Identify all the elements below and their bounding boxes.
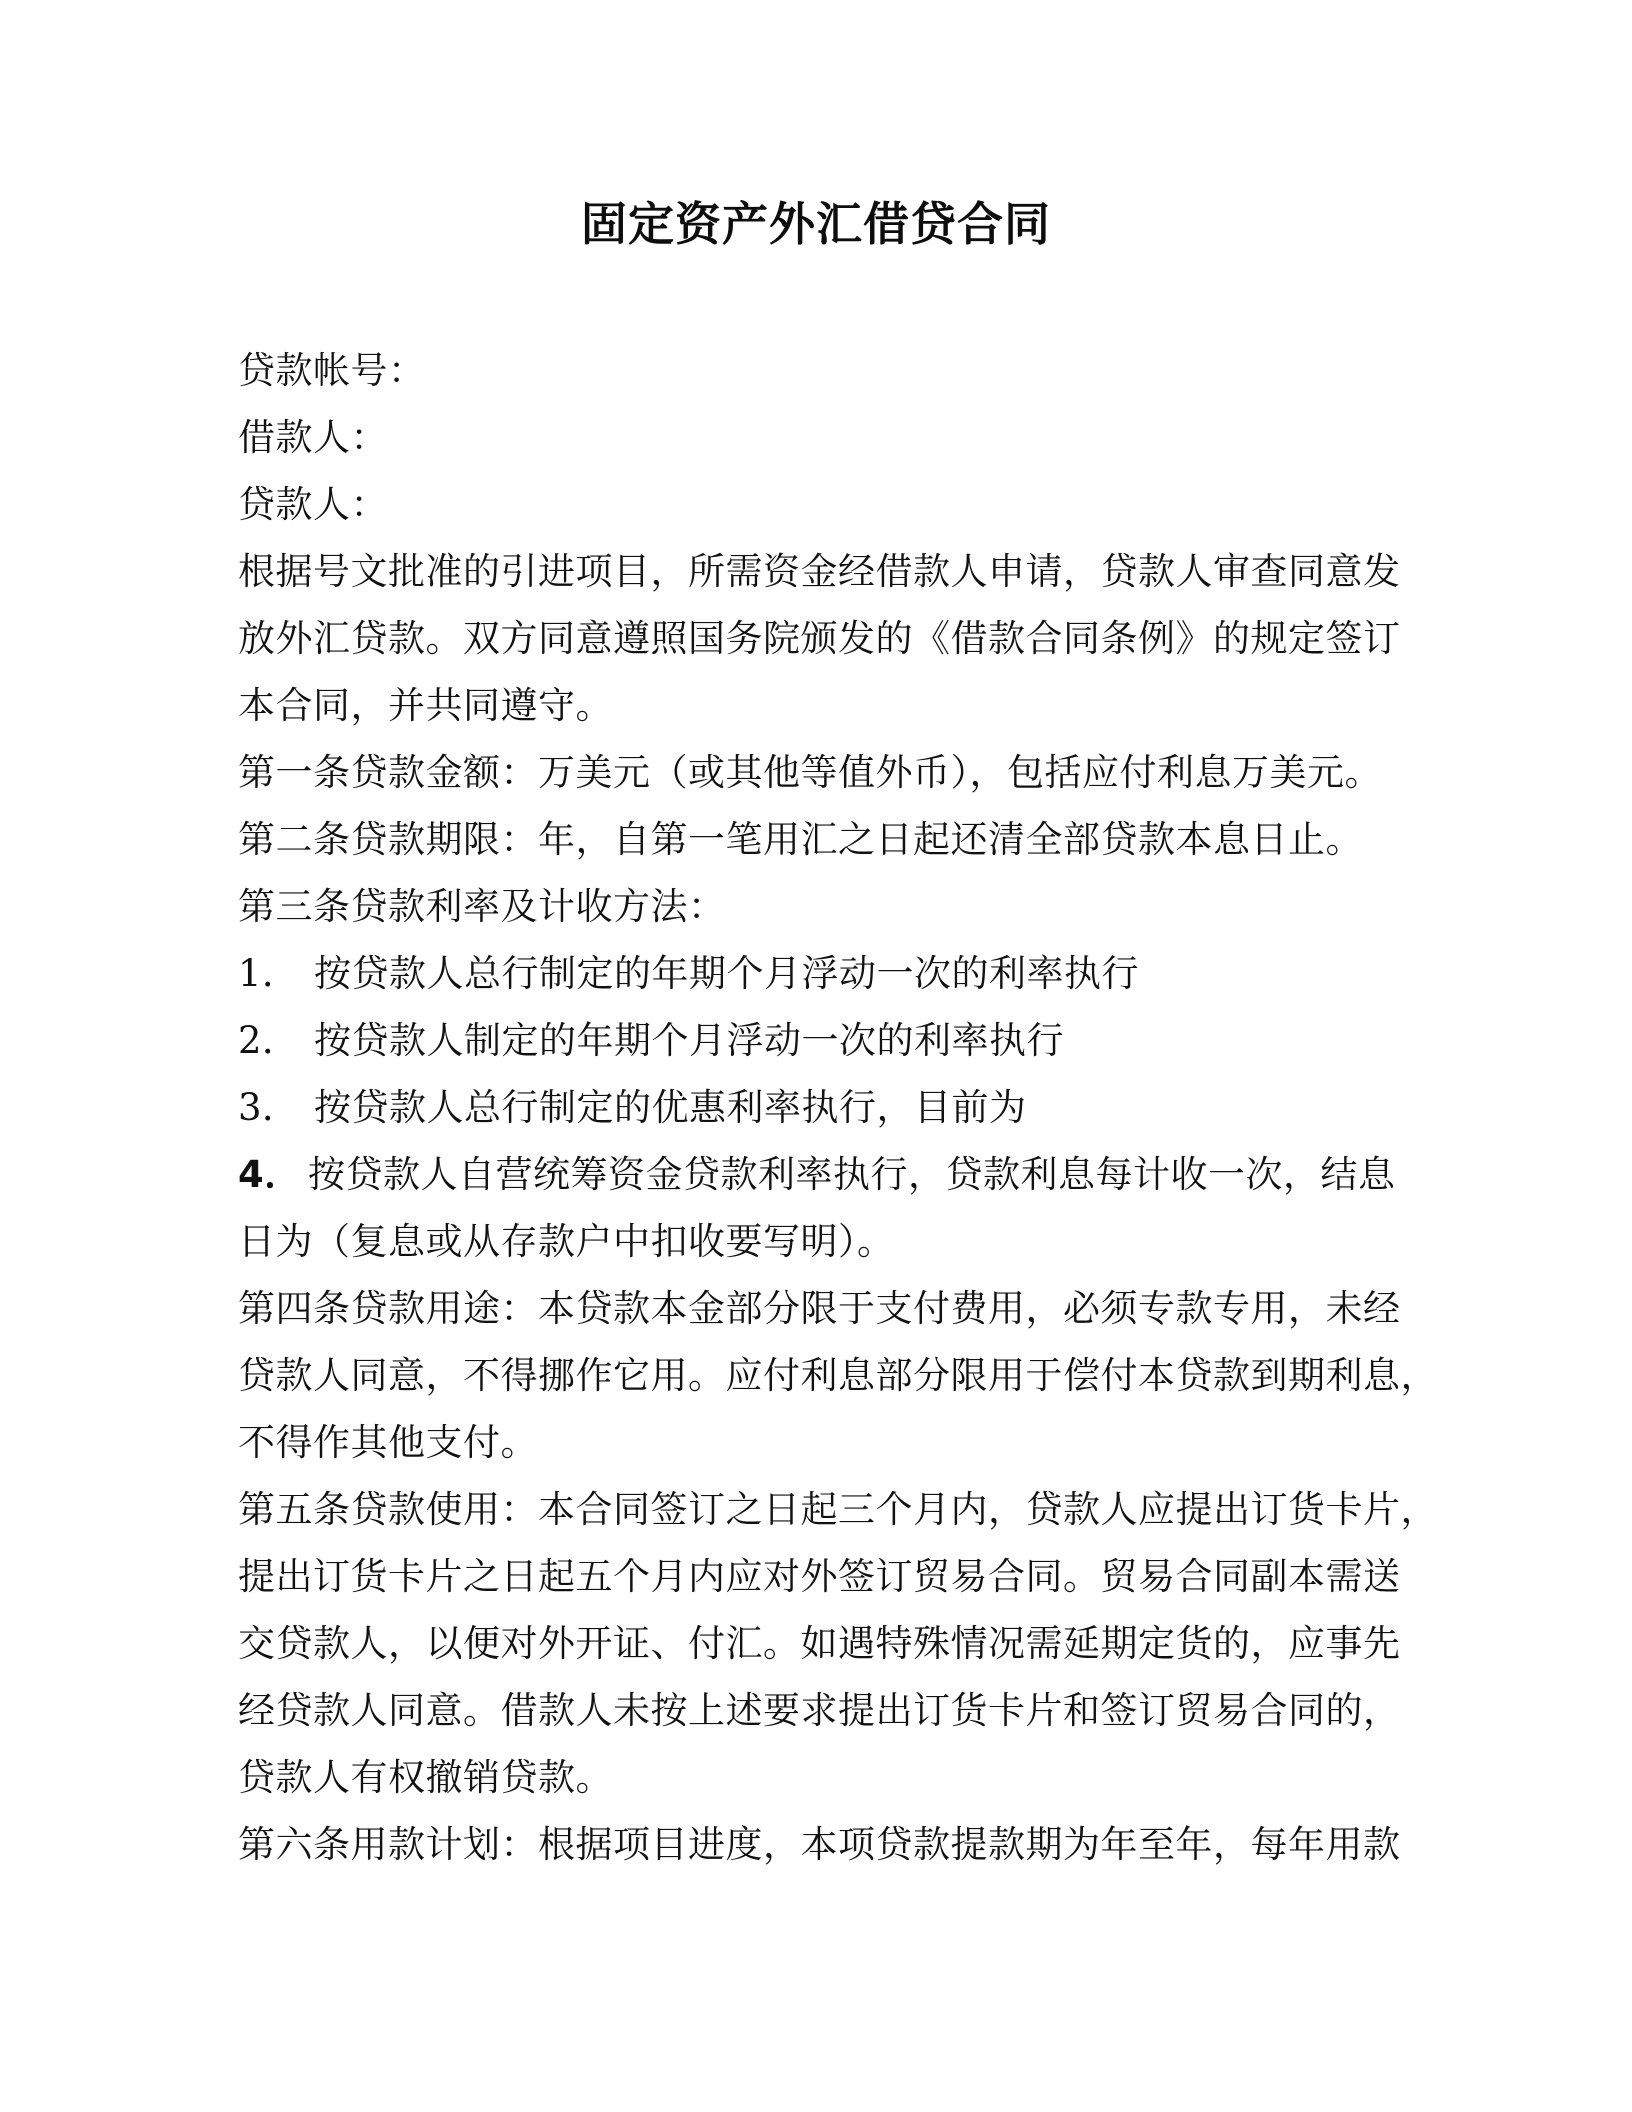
article-1-line: 第一条贷款金额：万美元（或其他等值外币），包括应付利息万美元。 bbox=[238, 751, 1382, 794]
article-5-line-4: 经贷款人同意。借款人未按上述要求提出订货卡片和签订贸易合同的， bbox=[238, 1689, 1401, 1732]
rate-item-number: 3． bbox=[238, 1086, 300, 1129]
rate-item-4-continued: 日为（复息或从存款户中扣收要写明）。 bbox=[238, 1220, 895, 1263]
rate-item-4 bbox=[238, 1141, 1396, 1208]
rate-item-number: 1． bbox=[238, 952, 300, 995]
loan-account-line: 贷款帐号： bbox=[238, 349, 426, 392]
rate-item-text: 按贷款人总行制定的年期个月浮动一次的利率执行 bbox=[314, 952, 1139, 995]
preamble-line-2: 放外汇贷款。双方同意遵照国务院颁发的《借款合同条例》的规定签订 bbox=[238, 617, 1401, 660]
rate-item-number: 2． bbox=[238, 1019, 300, 1062]
article-4-line-3: 不得作其他支付。 bbox=[238, 1421, 538, 1464]
rate-item-3 bbox=[238, 1074, 1388, 1141]
rate-item-text: 按贷款人总行制定的优惠利率执行，目前为 bbox=[314, 1086, 1027, 1129]
lender-line: 贷款人： bbox=[238, 483, 388, 526]
borrower-line: 借款人： bbox=[238, 416, 388, 459]
document-body bbox=[238, 337, 1438, 1878]
article-5-line-2: 提出订货卡片之日起五个月内应对外签订贸易合同。贸易合同副本需送 bbox=[238, 1555, 1401, 1598]
preamble-line-1: 根据号文批准的引进项目，所需资金经借款人申请，贷款人审查同意发 bbox=[238, 550, 1401, 593]
article-6-line-1: 第六条用款计划：根据项目进度，本项贷款提款期为年至年，每年用款 bbox=[238, 1823, 1401, 1866]
article-5-line-3: 交贷款人，以便对外开证、付汇。如遇特殊情况需延期定货的，应事先 bbox=[238, 1622, 1401, 1665]
rate-item-text: 按贷款人自营统筹资金贷款利率执行，贷款利息每计收一次，结息 bbox=[308, 1153, 1396, 1196]
document-title: 固定资产外汇借贷合同 bbox=[581, 197, 1051, 251]
article-5-line-5: 贷款人有权撤销贷款。 bbox=[238, 1756, 613, 1799]
rate-item-1 bbox=[238, 940, 1388, 1007]
article-4-line-2: 贷款人同意，不得挪作它用。应付利息部分限用于偿付本贷款到期利息， bbox=[238, 1354, 1438, 1397]
rate-item-number: 4． bbox=[238, 1153, 302, 1196]
rate-item-text: 按贷款人制定的年期个月浮动一次的利率执行 bbox=[314, 1019, 1064, 1062]
rate-item-2 bbox=[238, 1007, 1388, 1074]
article-4-line-1: 第四条贷款用途：本贷款本金部分限于支付费用，必须专款专用，未经 bbox=[238, 1287, 1401, 1330]
preamble-line-3: 本合同，并共同遵守。 bbox=[238, 684, 613, 727]
article-5-line-1: 第五条贷款使用：本合同签订之日起三个月内，贷款人应提出订货卡片， bbox=[238, 1488, 1438, 1531]
article-3-heading: 第三条贷款利率及计收方法： bbox=[238, 885, 726, 928]
article-2-line: 第二条贷款期限：年，自第一笔用汇之日起还清全部贷款本息日止。 bbox=[238, 818, 1363, 861]
